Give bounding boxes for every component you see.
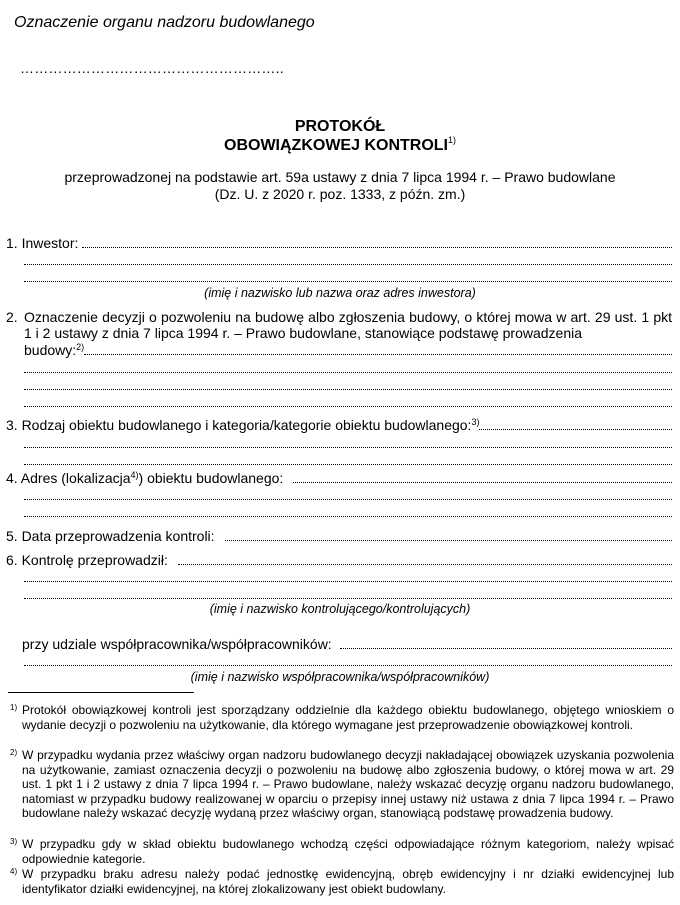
decision-text [6,309,672,341]
page-title-line2 [0,137,680,155]
inspector-label: 6. Kontrolę przeprowadził: [6,552,168,568]
decision-paragraph: Oznaczenie decyzji o pozwoleniu na budowę albo zgłoszenia budowy, o której mowa w art. 29 ust. 1 pkt 1 i 2 ustawy z dnia 7 lipca 1994 r. – Prawo budowlane, stanowiące podstawę prowadzenia [24,309,672,341]
subtitle-line2: (Dz. U. z 2020 r. poz. 1333, z późn. zm.) [214,186,466,202]
address-field[interactable] [6,471,672,485]
coworkers-field-line2[interactable] [24,654,672,668]
object-type-label: 3. Rodzaj obiektu budowlanego i kategoria/kategorie obiektu budowlanego:$^{3)}$ [6,417,480,433]
investor-field[interactable] [6,236,672,250]
section-number: 2. [6,309,18,325]
authority-label: Oznaczenie organu nadzoru budowlanego [14,14,315,31]
subtitle-line1: przeprowadzonej na podstawie art. 59a ustawy z dnia 7 lipca 1994 r. – Prawo budowlane [64,169,616,185]
investor-field-line2[interactable] [24,253,672,267]
decision-label: budowy:$^{2)}$ [24,342,85,358]
inspector-caption: (imię i nazwisko kontrolującego/kontrolujących) [209,602,471,616]
investor-caption: (imię i nazwisko lub nazwa oraz adres inwestora) [204,286,476,300]
address-field-line2[interactable] [24,488,672,502]
decision-field-line2[interactable] [24,361,672,375]
inspection-date-field[interactable] [6,529,672,543]
investor-label: 1. Inwestor: [6,235,79,251]
footnote-3: 3) W przypadku gdy w skład obiektu budowlanego wchodzą części odpowiadające różnym kategoriom, należy wpisać odpowiednie kategorie. [10,837,674,866]
inspector-field[interactable] [6,553,672,567]
page-title: PROTOKÓŁ [294,118,386,135]
decision-field[interactable] [24,343,672,357]
inspection-date-label: 5. Data przeprowadzenia kontroli: [6,528,215,544]
inspector-field-line2[interactable] [24,570,672,584]
footnote-divider [8,692,194,693]
object-type-field[interactable] [6,418,672,432]
footnote-ref: 1) [447,135,456,145]
object-type-field-line3[interactable] [24,453,672,467]
investor-field-line3[interactable] [24,270,672,284]
authority-field[interactable]: ……………………………………………….. [20,60,284,76]
footnote-4: 4) W przypadku braku adresu należy podać jednostkę ewidencyjną, obręb ewidencyjny i nr działki ewidencyjnej lub identyfikator działki ewidencyjnej, na której zlokalizowany jest obiekt budowlany. [10,867,674,896]
inspector-field-line3[interactable] [24,587,672,601]
footnote-2: 2) W przypadku wydania przez właściwy organ nadzoru budowlanego decyzji nakładającej obowiązek uzyskania pozwolenia na użytkowanie, zamiast oznaczenia decyzji o pozwoleniu na budowę albo zgłoszenia budowy, o której mowa w art. 29 ust. 1 pkt 1 i 2 ustawy z dnia 7 lipca 1994 r. – Prawo budowlane, należy wskazać decyzję organu nadzoru budowlanego, natomiast w przypadku budowy realizowanej w oparciu o przepisy innej ustawy niż ustawa z dnia 7 lipca 1994 r. – Prawo budowlane należy wskazać decyzję wydaną przez właściwy organ, stanowiącą podstawę prowadzenia budowy. [10,748,674,820]
coworkers-label: przy udziale współpracownika/współpracowników: [22,636,332,652]
object-type-field-line2[interactable] [24,436,672,450]
address-label: 4. Adres (lokalizacja$^{4)}$) obiektu budowlanego: [6,470,284,486]
decision-field-line4[interactable] [24,395,672,409]
coworkers-field[interactable] [22,637,672,651]
title-text: OBOWIĄZKOWEJ KONTROLI [224,137,448,154]
decision-field-line3[interactable] [24,378,672,392]
coworkers-caption: (imię i nazwisko współpracownika/współpracowników) [190,670,490,684]
footnote-1: 1) Protokół obowiązkowej kontroli jest sporządzany oddzielnie dla każdego obiektu budowlanego, objętego wnioskiem o wydanie decyzji o pozwoleniu na użytkowanie, dla którego wymagane jest przeprowadzenie obowiązkowej kontroli. [10,703,674,732]
address-field-line3[interactable] [24,505,672,519]
